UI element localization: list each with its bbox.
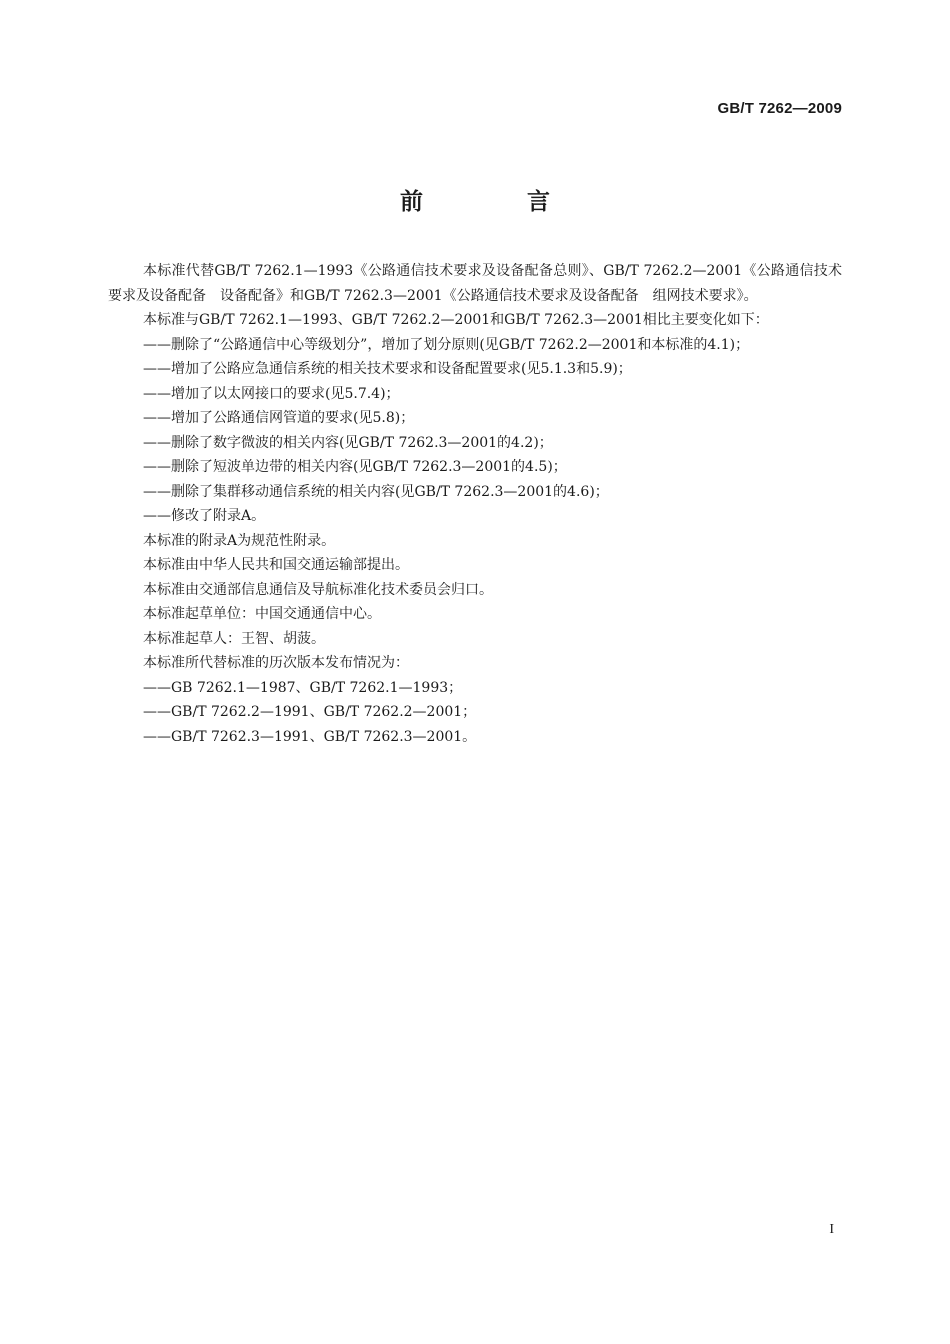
change-item: ——增加了公路通信网管道的要求(见5.8)；	[143, 410, 415, 426]
history-item: ——GB 7262.1—1987、GB/T 7262.1—1993；	[143, 679, 463, 696]
change-item: ——删除了短波单边带的相关内容(见GB/T 7262.3—2001的4.5)；	[143, 459, 567, 475]
history-item: ——GB/T 7262.2—1991、GB/T 7262.2—2001；	[143, 704, 477, 720]
change-item: ——修改了附录A。	[143, 508, 266, 524]
change-item: ——增加了以太网接口的要求(见5.7.4)；	[143, 385, 400, 402]
change-item: ——删除了“公路通信中心等级划分”，增加了划分原则(见GB/T 7262.2—2001和本标准的4.1)；	[143, 336, 750, 353]
foreword-body	[108, 259, 842, 749]
paragraph-history-intro: 本标准所代替标准的历次版本发布情况为：	[143, 655, 409, 671]
paragraph-replaces: 本标准代替GB/T 7262.1—1993《公路通信技术要求及设备配备总则》、GB/T 7262.2—2001《公路通信技术要求及设备配备 设备配备》和GB/T 7262.3—2001《公路通信技术要求及设备配备 组网技术要求》。	[108, 263, 842, 304]
history-item: ——GB/T 7262.3—1991、GB/T 7262.3—2001。	[143, 728, 477, 745]
change-item: ——删除了数字微波的相关内容(见GB/T 7262.3—2001的4.2)；	[143, 434, 553, 451]
standard-number: GB/T 7262—2009	[717, 100, 842, 117]
paragraph-committee: 本标准由交通部信息通信及导航标准化技术委员会归口。	[143, 581, 493, 598]
paragraph-changes-intro: 本标准与GB/T 7262.1—1993、GB/T 7262.2—2001和GB/T 7262.3—2001相比主要变化如下：	[143, 312, 769, 328]
page-number: I	[829, 1222, 834, 1237]
paragraph-drafters: 本标准起草人：王智、胡菠。	[143, 630, 325, 647]
paragraph-annex: 本标准的附录A为规范性附录。	[143, 532, 336, 549]
change-item: ——增加了公路应急通信系统的相关技术要求和设备配置要求(见5.1.3和5.9)；	[143, 361, 632, 377]
change-item: ——删除了集群移动通信系统的相关内容(见GB/T 7262.3—2001的4.6)；	[143, 483, 609, 500]
paragraph-drafting-unit: 本标准起草单位：中国交通通信中心。	[143, 606, 381, 622]
paragraph-proposer: 本标准由中华人民共和国交通运输部提出。	[143, 557, 409, 573]
page-title: 前 言	[399, 189, 598, 215]
